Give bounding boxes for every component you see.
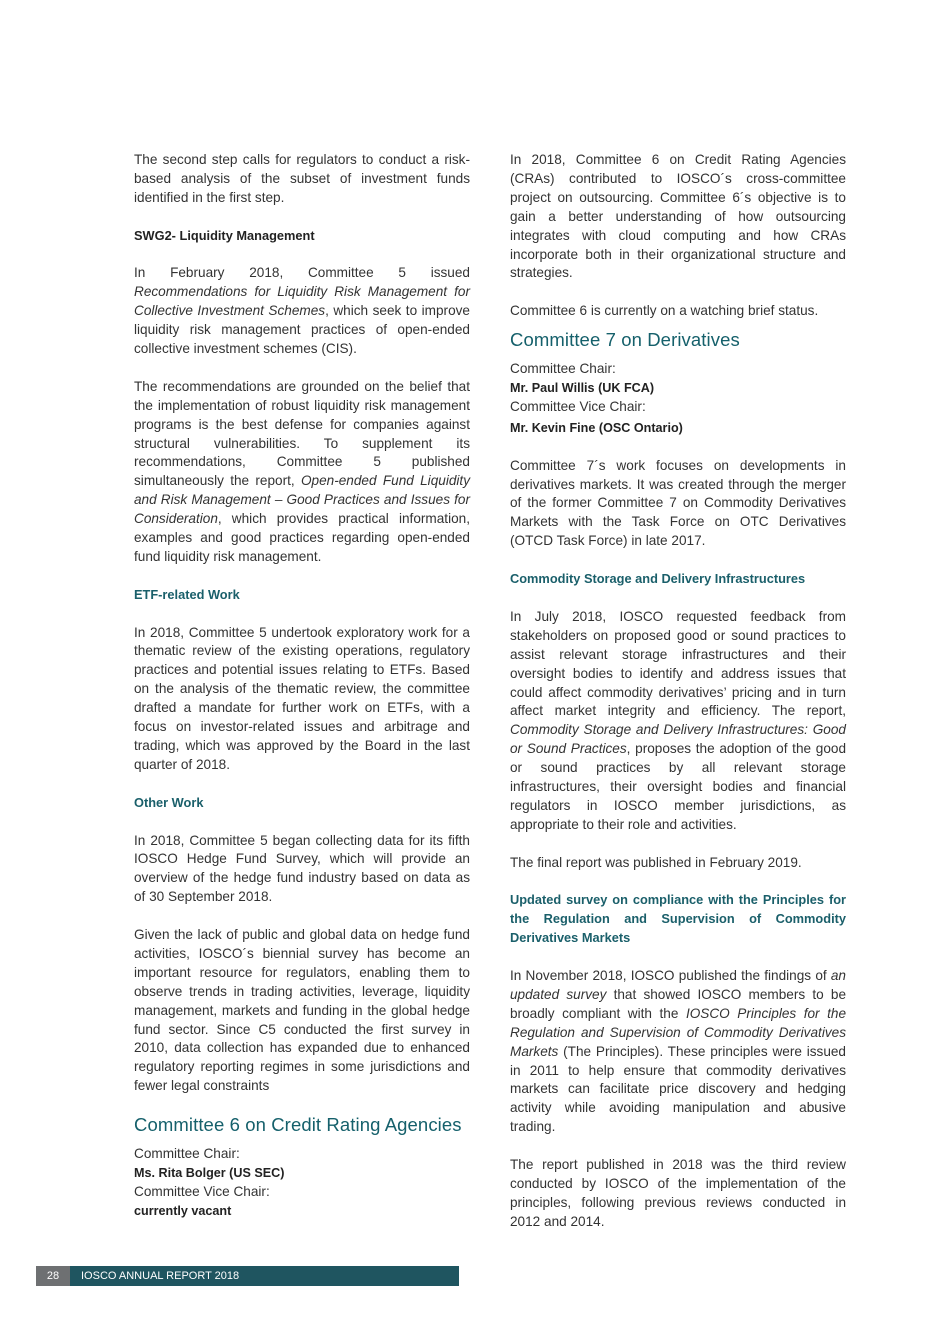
subheading-updated-survey: Updated survey on compliance with the Principles for the Regulation and Supervision of Commodity Derivatives Markets bbox=[510, 892, 846, 946]
left-column bbox=[134, 151, 470, 1221]
heading-committee-6: Committee 6 on Credit Rating Agencies bbox=[134, 1114, 462, 1136]
paragraph bbox=[134, 378, 470, 567]
subheading-commodity-storage: Commodity Storage and Delivery Infrastructures bbox=[510, 571, 806, 587]
paragraph: The report published in 2018 was the third review conducted by IOSCO of the implementation of the principles, following previous reviews conducted in 2012 and 2014. bbox=[510, 1157, 846, 1229]
italic-title: IOSCO Principles for the Regulation and Supervision of Commodity Derivatives Markets bbox=[510, 1005, 847, 1059]
paragraph: Committee 7´s work focuses on developments in derivatives markets. It was created through the merger of the former Committee 7 on Commodity Derivatives Markets with the Task Force on OTC Derivatives (OTCD Task Force) in late 2017. bbox=[510, 457, 846, 549]
footer-bar bbox=[36, 1266, 459, 1286]
paragraph: In 2018, Committee 6 on Credit Rating Agencies (CRAs) contributed to IOSCO´s cross-committee project on outsourcing. Committee 6´s objective is to gain a better understanding of how outsourcing integrates with cloud computing and how CRAs incorporate both in their organizational structure and strategies. bbox=[510, 152, 846, 281]
heading-committee-7: Committee 7 on Derivatives bbox=[510, 329, 740, 351]
chair-name: Ms. Rita Bolger (US SEC) bbox=[134, 1166, 285, 1181]
right-column bbox=[510, 151, 846, 1232]
text-run: , which seek to improve liquidity risk management practices of open-ended collective investment schemes (CIS). bbox=[134, 303, 470, 357]
vice-chair-name: currently vacant bbox=[134, 1203, 232, 1218]
text-run: that showed IOSCO members to be broadly compliant with the bbox=[510, 986, 846, 1021]
italic-title: Recommendations for Liquidity Risk Management for Collective Investment Schemes bbox=[134, 284, 470, 319]
chair-name: Mr. Paul Willis (UK FCA) bbox=[510, 381, 655, 396]
page-number: 28 bbox=[36, 1266, 70, 1286]
vice-chair-name: Mr. Kevin Fine (OSC Ontario) bbox=[510, 420, 683, 435]
text-run: The recommendations are grounded on the belief that the implementation of robust liquidity risk management programs is the best defense for companies against structural vulnerabilities. To supplement its recommendations, Committee 5 published simultaneously the report, bbox=[134, 378, 470, 489]
text-run: , proposes the adoption of the good or sound practices by all relevant storage infrastructures, their oversight bodies and financial regulators in IOSCO member jurisdictions, as appropriate to their role and activities. bbox=[510, 741, 846, 832]
paragraph: Committee 6 is currently on a watching brief status. bbox=[510, 303, 819, 319]
paragraph: Given the lack of public and global data on hedge fund activities, IOSCO´s biennial survey has become an important resource for regulators, enabling them to observe trends in trading activities, leverage, liquidity management, markets and funding in the global hedge fund sector. Since C5 conducted the first survey in 2010, data collection has expanded due to enhanced regulatory reporting regimes in some jurisdictions and fewer legal constraints bbox=[134, 927, 470, 1094]
italic-title: Commodity Storage and Delivery Infrastructures: Good or Sound Practices bbox=[510, 722, 846, 757]
text-run: In February 2018, Committee 5 issued bbox=[134, 265, 470, 281]
vice-chair-label: Committee Vice Chair: bbox=[510, 398, 646, 414]
paragraph bbox=[510, 608, 846, 835]
italic-title: Open-ended Fund Liquidity and Risk Management – Good Practices and Issues for Consideration bbox=[134, 473, 470, 527]
paragraph: In 2018, Committee 5 began collecting data for its fifth IOSCO Hedge Fund Survey, which will provide an overview of the hedge fund industry based on data as of 30 September 2018. bbox=[134, 832, 470, 905]
chair-label: Committee Chair: bbox=[510, 361, 616, 377]
subheading-etf: ETF-related Work bbox=[134, 586, 240, 602]
subheading-other-work: Other Work bbox=[134, 794, 204, 810]
chair-label: Committee Chair: bbox=[134, 1146, 240, 1162]
text-run: , which provides practical information, examples and good practices regarding open-ended fund liquidity risk management. bbox=[134, 511, 470, 564]
paragraph: In 2018, Committee 5 undertook exploratory work for a thematic review of the existing operations, regulatory practices and potential issues relating to ETFs. Based on the analysis of the thematic review, the committee drafted a mandate for further work on ETFs, with a focus on investor-related issues and arbitrage and trading, which was approved by the Board in the last quarter of 2018. bbox=[134, 624, 470, 772]
text-run: (The Principles). These principles were issued in 2011 to help ensure that commodity derivatives markets can facilitate price discovery and hedging activity while avoiding manipulation and abusive trading. bbox=[510, 1043, 846, 1135]
paragraph bbox=[510, 967, 846, 1137]
italic-title: an updated survey bbox=[510, 968, 846, 1002]
subheading-swg2: SWG2- Liquidity Management bbox=[134, 227, 315, 243]
footer-title: IOSCO ANNUAL REPORT 2018 bbox=[81, 1270, 240, 1282]
text-run: In November 2018, IOSCO published the findings of bbox=[510, 968, 831, 984]
vice-chair-label: Committee Vice Chair: bbox=[134, 1184, 270, 1199]
text-run: In July 2018, IOSCO requested feedback from stakeholders on proposed good or sound practices to assist relevant storage infrastructures and their oversight bodies to identify and address issues that could affect commodity derivatives’ pricing and in turn affect market integrity and efficiency. The report, bbox=[510, 608, 846, 719]
paragraph bbox=[134, 264, 470, 359]
paragraph: The final report was published in February 2019. bbox=[510, 854, 802, 870]
paragraph: The second step calls for regulators to conduct a risk-based analysis of the subset of investment funds identified in the first step. bbox=[134, 152, 470, 205]
